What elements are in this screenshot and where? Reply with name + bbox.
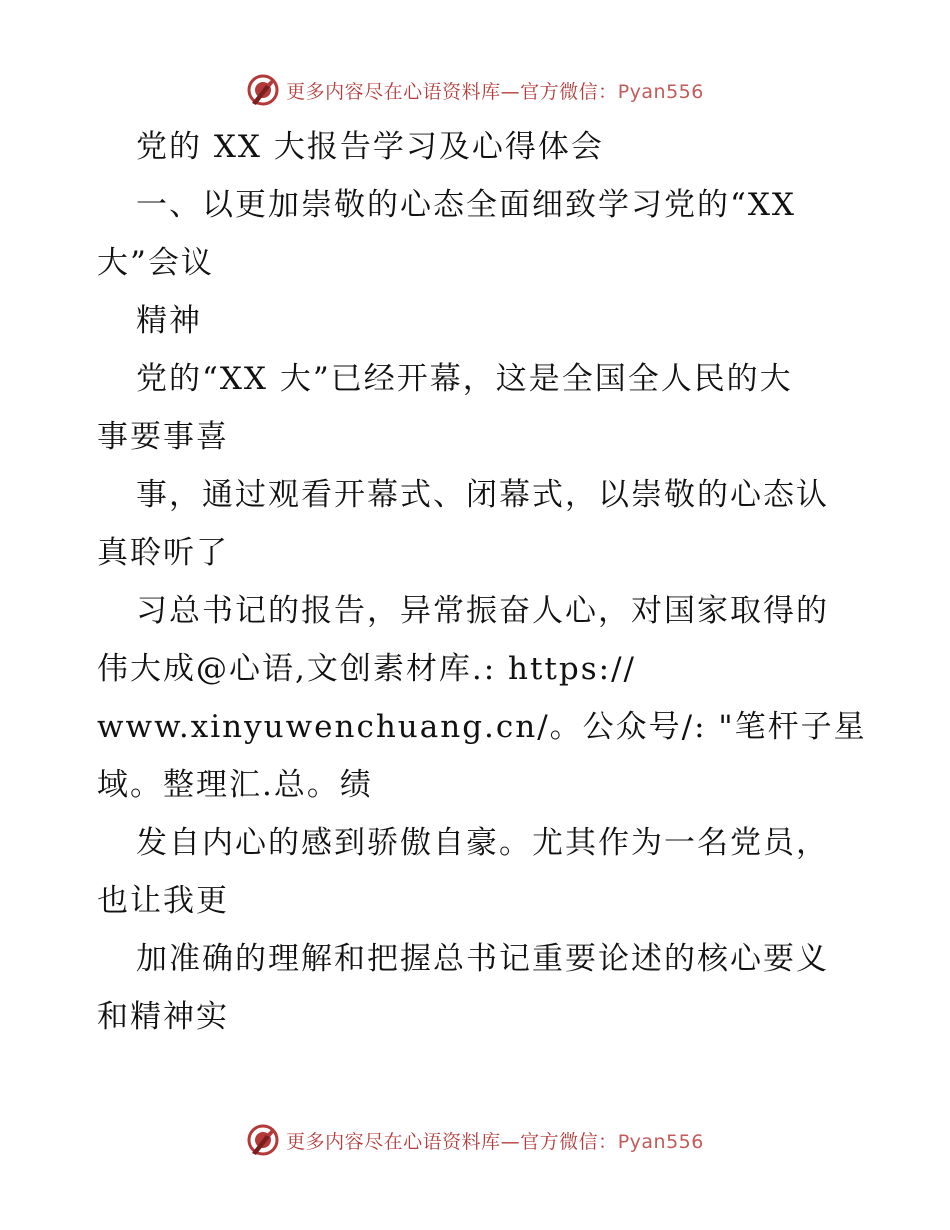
document-body <box>97 118 867 1046</box>
banner-wechat-label: 官方微信： <box>520 80 618 103</box>
text-line: 党的“XX 大”已经开幕，这是全国全人民的大 <box>136 361 793 397</box>
text-line: www.xinyuwenchuang.cn/。公众号/: "笔杆子星 <box>97 709 867 745</box>
banner-inner <box>246 73 704 107</box>
footer-banner <box>0 1118 950 1162</box>
banner-inner <box>246 1123 704 1157</box>
text-line: 也让我更 <box>97 883 229 919</box>
text-line: 和精神实 <box>97 999 229 1035</box>
banner-dash: — <box>500 80 521 103</box>
banner-wechat-id: Pyan556 <box>617 1130 704 1153</box>
text-line: 加准确的理解和把握总书记重要论述的核心要义 <box>136 941 829 977</box>
banner-dash: — <box>500 1130 521 1153</box>
text-line: 大”会议 <box>97 245 214 281</box>
banner-main-text: 更多内容尽在心语资料库 <box>286 1130 501 1153</box>
text-line: 发自内心的感到骄傲自豪。尤其作为一名党员， <box>136 825 829 861</box>
banner-main-text: 更多内容尽在心语资料库 <box>286 80 501 103</box>
text-line: 习总书记的报告，异常振奋人心，对国家取得的 <box>136 593 829 629</box>
text-line: 域。整理汇.总。绩 <box>97 767 373 803</box>
pen-logo-icon <box>246 73 280 107</box>
text-line: 一、以更加崇敬的心态全面细致学习党的“XX <box>136 187 796 223</box>
text-line: 真聆听了 <box>97 535 229 571</box>
text-line: 事要事喜 <box>97 419 229 455</box>
banner-text <box>286 77 704 104</box>
text-line: 伟大成@心语,文创素材库.: https:// <box>97 651 636 687</box>
pen-logo-icon <box>246 1123 280 1157</box>
header-banner <box>0 68 950 112</box>
text-line: 事，通过观看开幕式、闭幕式，以崇敬的心态认 <box>136 477 829 513</box>
document-title: 党的 XX 大报告学习及心得体会 <box>136 129 604 165</box>
banner-wechat-id: Pyan556 <box>617 80 704 103</box>
text-line: 精神 <box>136 303 202 339</box>
banner-wechat-label: 官方微信： <box>520 1130 618 1153</box>
banner-text <box>286 1127 704 1154</box>
